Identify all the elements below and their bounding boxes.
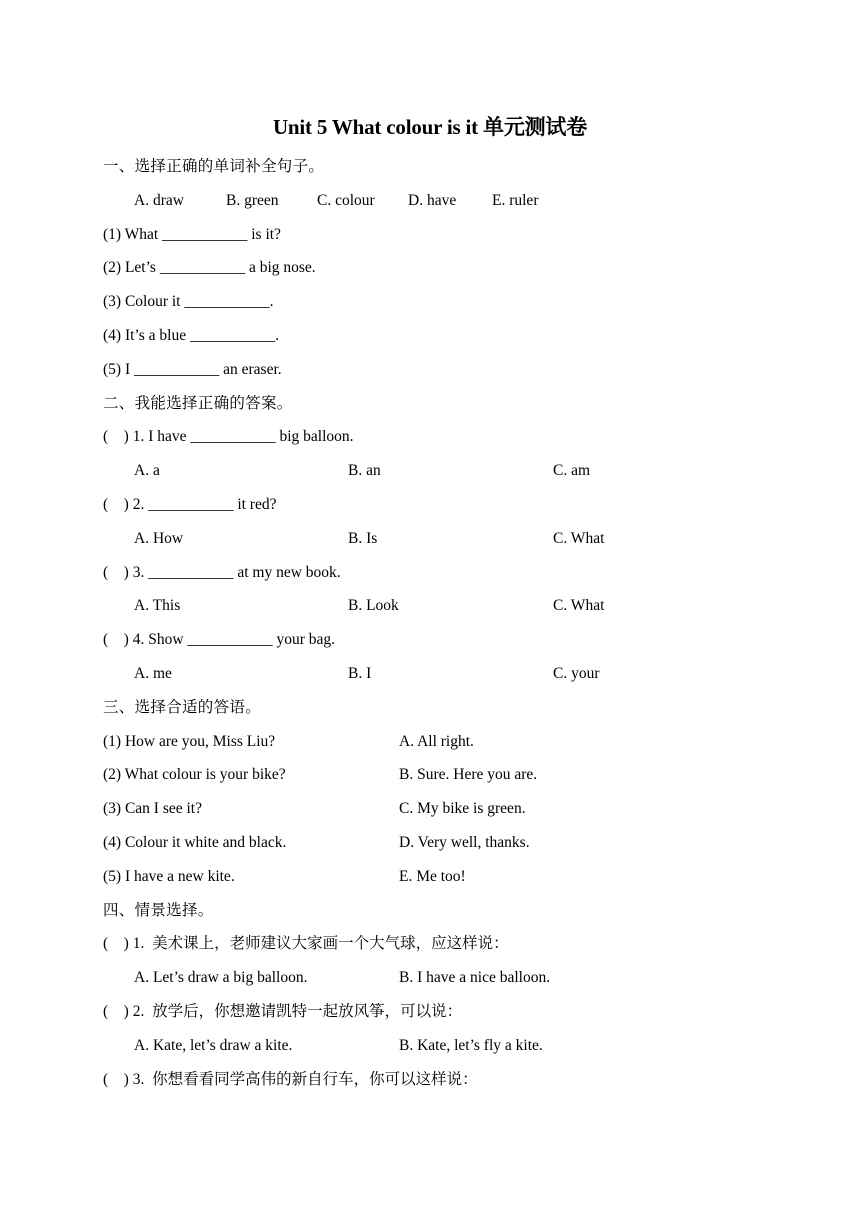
- option-row: [103, 961, 803, 995]
- question-stem: ( ) 2. 放学后，你想邀请凯特一起放风筝，可以说：: [103, 1002, 463, 1020]
- option: B. I have a nice balloon.: [399, 969, 551, 987]
- question-stem: ( ) 2. ___________ it red?: [103, 495, 277, 513]
- match-question: (5) I have a new kite.: [103, 867, 235, 885]
- match-row: [103, 826, 803, 860]
- option: B. Look: [348, 597, 399, 615]
- option: C. your: [553, 664, 600, 682]
- option: A. Let’s draw a big balloon.: [134, 969, 308, 987]
- match-row: [103, 758, 803, 792]
- word-option: C. colour: [317, 191, 375, 209]
- option: B. Is: [348, 529, 378, 547]
- word-bank: [103, 184, 803, 218]
- fill-item: (4) It’s a blue ___________.: [103, 326, 280, 344]
- word-option: E. ruler: [492, 191, 539, 209]
- option-row: [103, 657, 803, 691]
- match-answer: E. Me too!: [399, 867, 466, 885]
- fill-item: (1) What ___________ is it?: [103, 225, 281, 243]
- word-option: D. have: [408, 191, 457, 209]
- option: C. am: [553, 462, 591, 480]
- section-heading-2: 二、我能选择正确的答案。: [103, 394, 293, 412]
- fill-item: (2) Let’s ___________ a big nose.: [103, 259, 316, 277]
- match-question: (4) Colour it white and black.: [103, 833, 287, 851]
- option: C. What: [553, 529, 605, 547]
- option-row: [103, 522, 803, 556]
- match-row: [103, 792, 803, 826]
- match-answer: A. All right.: [399, 732, 474, 750]
- fill-item: (5) I ___________ an eraser.: [103, 360, 282, 378]
- page-title: Unit 5 What colour is it 单元测试卷: [272, 115, 588, 139]
- section-heading-3: 三、选择合适的答语。: [103, 698, 262, 716]
- question-stem: ( ) 3. 你想看看同学高伟的新自行车，你可以这样说：: [103, 1070, 478, 1088]
- worksheet-body: [103, 150, 803, 1096]
- option: A. How: [134, 529, 184, 547]
- match-row: [103, 860, 803, 894]
- option: C. What: [553, 597, 605, 615]
- option: A. This: [134, 597, 181, 615]
- option: B. Kate, let’s fly a kite.: [399, 1036, 543, 1054]
- fill-item: (3) Colour it ___________.: [103, 293, 274, 311]
- option: A. Kate, let’s draw a kite.: [134, 1036, 293, 1054]
- option: B. I: [348, 664, 372, 682]
- question-stem: ( ) 4. Show ___________ your bag.: [103, 631, 336, 649]
- match-question: (3) Can I see it?: [103, 800, 202, 818]
- match-answer: D. Very well, thanks.: [399, 833, 530, 851]
- word-option: B. green: [226, 191, 279, 209]
- option-row: [103, 589, 803, 623]
- section-heading-1: 一、选择正确的单词补全句子。: [103, 158, 325, 175]
- option-row: [103, 1029, 803, 1063]
- option: B. an: [348, 462, 381, 480]
- question-stem: ( ) 1. I have ___________ big balloon.: [103, 428, 354, 446]
- word-option: A. draw: [134, 191, 184, 209]
- option-row: [103, 454, 803, 488]
- section-heading-4: 四、情景选择。: [103, 901, 214, 919]
- option: A. me: [134, 664, 172, 682]
- match-question: (1) How are you, Miss Liu?: [103, 732, 276, 750]
- question-stem: ( ) 3. ___________ at my new book.: [103, 563, 341, 581]
- match-row: [103, 725, 803, 759]
- match-answer: B. Sure. Here you are.: [399, 766, 538, 784]
- match-question: (2) What colour is your bike?: [103, 766, 286, 784]
- option: A. a: [134, 462, 160, 480]
- question-stem: ( ) 1. 美术课上，老师建议大家画一个大气球，应这样说：: [103, 935, 509, 953]
- match-answer: C. My bike is green.: [399, 800, 526, 818]
